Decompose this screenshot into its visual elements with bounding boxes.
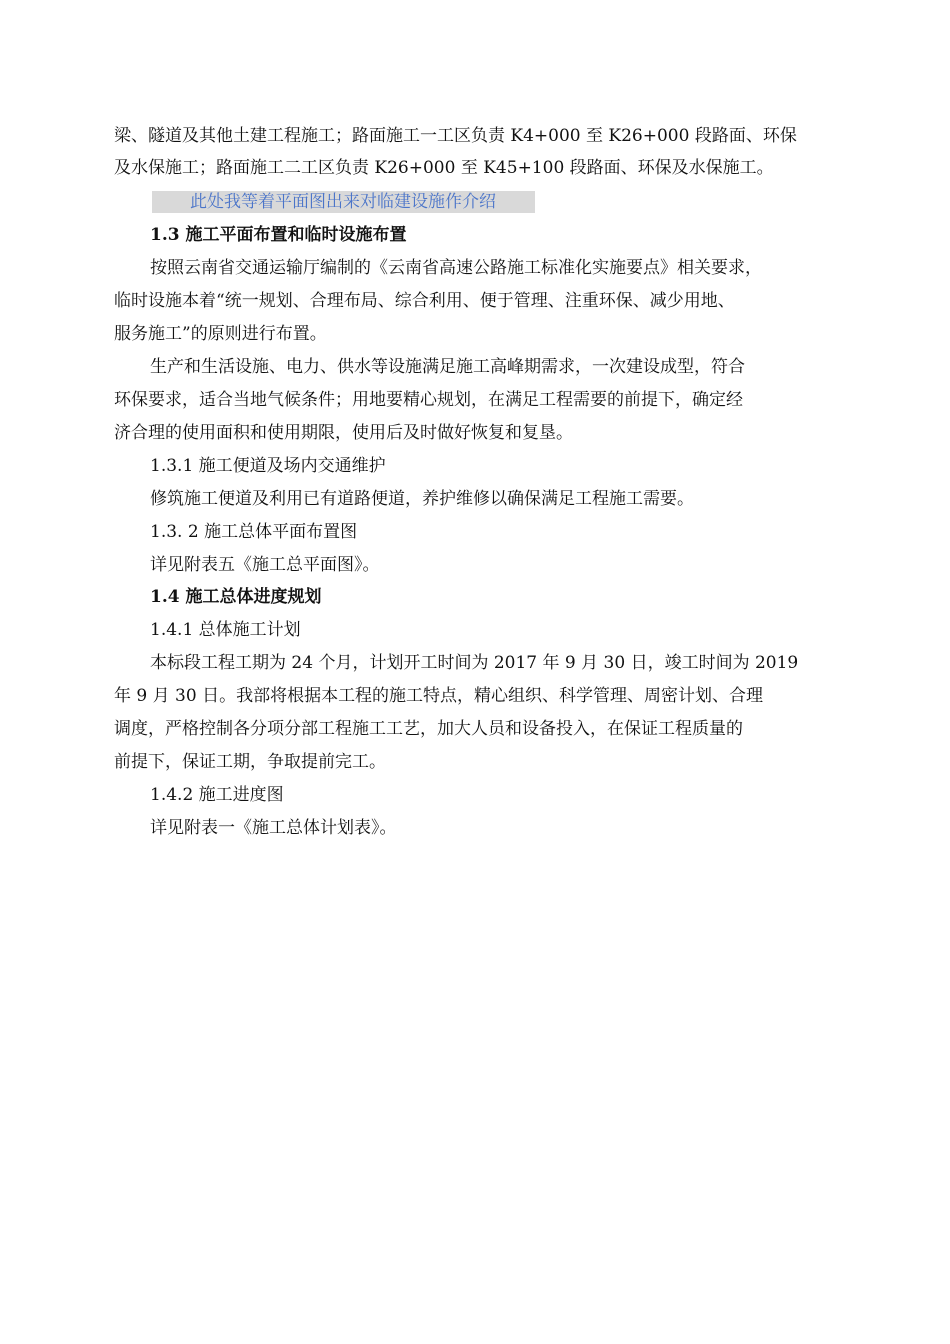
subsection-heading: 1.4.1 总体施工计划 xyxy=(150,620,301,640)
paragraph-line: 梁、隧道及其他土建工程施工；路面施工一工区负责 K4+000 至 K26+000 段路面、环保 xyxy=(114,126,797,146)
paragraph-line: 服务施工”的原则进行布置。 xyxy=(114,324,327,344)
section-heading: 1.3 施工平面布置和临时设施布置 xyxy=(150,225,407,245)
paragraph-line: 调度，严格控制各分项分部工程施工工艺，加大人员和设备投入，在保证工程质量的 xyxy=(114,719,743,739)
paragraph-line: 生产和生活设施、电力、供水等设施满足施工高峰期需求，一次建设成型，符合 xyxy=(150,357,745,377)
paragraph-line: 及水保施工；路面施工二工区负责 K26+000 至 K45+100 段路面、环保及水保施工。 xyxy=(114,158,774,178)
paragraph-line: 临时设施本着“统一规划、合理布局、综合利用、便于管理、注重环保、减少用地、 xyxy=(114,291,735,311)
paragraph-line: 按照云南省交通运输厅编制的《云南省高速公路施工标准化实施要点》相关要求， xyxy=(150,258,762,278)
paragraph-line: 详见附表一《施工总体计划表》。 xyxy=(150,818,397,838)
paragraph-line: 环保要求，适合当地气候条件；用地要精心规划，在满足工程需要的前提下，确定经 xyxy=(114,390,743,410)
subsection-heading: 1.3.1 施工便道及场内交通维护 xyxy=(150,456,386,476)
subsection-heading: 1.3. 2 施工总体平面布置图 xyxy=(150,522,358,542)
subsection-heading: 1.4.2 施工进度图 xyxy=(150,785,284,805)
paragraph-line: 济合理的使用面积和使用期限，使用后及时做好恢复和复垦。 xyxy=(114,423,573,443)
paragraph-line: 修筑施工便道及利用已有道路便道，养护维修以确保满足工程施工需要。 xyxy=(150,489,694,509)
paragraph-line: 详见附表五《施工总平面图》。 xyxy=(150,555,380,575)
section-heading: 1.4 施工总体进度规划 xyxy=(150,587,322,607)
paragraph-line: 本标段工程工期为 24 个月，计划开工时间为 2017 年 9 月 30 日，竣工时间为 2019 xyxy=(150,653,799,673)
paragraph-line: 年 9 月 30 日。我部将根据本工程的施工特点，精心组织、科学管理、周密计划、合理 xyxy=(114,686,764,706)
paragraph-line: 前提下，保证工期，争取提前完工。 xyxy=(114,752,386,772)
highlighted-note: 此处我等着平面图出来对临建设施作介绍 xyxy=(190,192,496,212)
